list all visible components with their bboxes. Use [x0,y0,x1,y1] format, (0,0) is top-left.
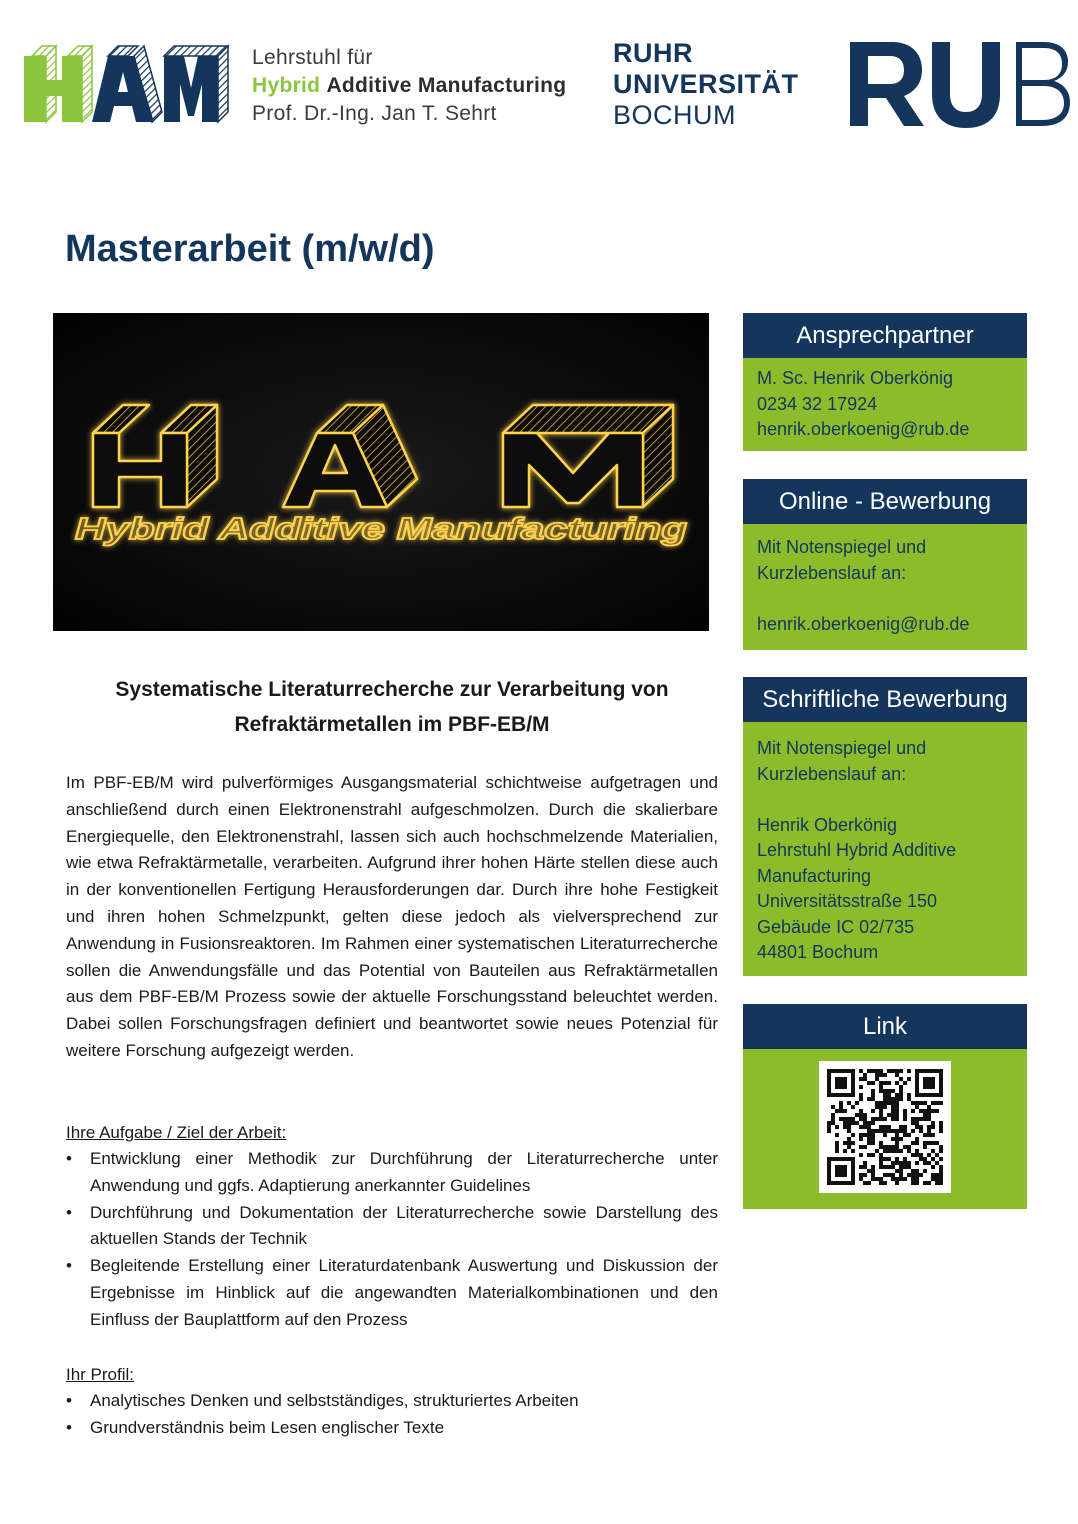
chair-am-words: Additive Manufacturing [326,74,567,97]
chair-professor: Prof. Dr.-Ing. Jan T. Sehrt [252,102,497,125]
address-line: Henrik Oberkönig [757,814,898,835]
chair-line-2 [252,72,566,100]
profile-heading: Ihr Profil: [66,1365,135,1384]
rub-logo [848,34,1072,134]
written-line-2: Kurzlebenslauf an: [757,763,907,784]
link-body [743,1049,1027,1209]
online-application-heading: Online - Bewerbung [743,479,1027,524]
list-item: • Durchführung und Dokumentation der Literaturrecherche sowie Darstellung des aktuellen Stands der Technik [66,1200,718,1254]
hero-caption: Hybrid Additive Manufacturing [75,511,688,546]
list-item: • Entwicklung einer Methodik zur Durchführung der Literaturrecherche unter Anwendung und ggfs. Adaptierung anerkannter Guidelines [66,1146,718,1200]
online-application-box [743,479,1027,650]
chair-line-1: Lehrstuhl für [252,46,373,69]
tasks-list [66,1146,718,1334]
address-line: Gebäude IC 02/735 [757,916,915,937]
written-line-1: Mit Notenspiegel und [757,738,927,758]
thesis-subtitle [66,672,718,742]
online-email-link[interactable]: henrik.oberkoenig@rub.de [757,613,970,634]
profile-list [66,1388,718,1442]
chair-hybrid-word: Hybrid [252,74,321,97]
written-application-heading: Schriftliche Bewerbung [743,677,1027,722]
online-application-body [743,524,1027,650]
uni-line-2: UNIVERSITÄT [613,69,799,99]
list-item: • Grundverständnis beim Lesen englischer Texte [66,1415,718,1442]
ham-logo [22,44,234,126]
contact-name: M. Sc. Henrik Oberkönig [757,368,954,388]
page-title: Masterarbeit (m/w/d) [65,228,435,270]
written-application-body [743,722,1027,976]
list-item: • Analytisches Denken und selbstständiges, strukturiertes Arbeiten [66,1388,718,1415]
contact-box [743,313,1027,451]
intro-paragraph: Im PBF-EB/M wird pulverförmiges Ausgangsmaterial schichtweise aufgetragen und anschließend durch einen Elektronenstrahl aufgeschmolzen. Durch die skalierbare Energiequelle, den Elektronenstrahl, lassen sich auch hochschmelzende Materialien, wie etwa Refraktärmetalle, verarbeiten. Aufgrund ihrer hohen Härte stellen diese auch in der konventionellen Fertigung Herausforderungen dar. Durch ihre hohe Festigkeit und ihren hohen Schmelzpunkt, gelten diese jedoch als vielversprechend zur Anwendung in Fusionsreaktoren. Im Rahmen einer systematischen Literaturrecherche sollen die Anwendungsfälle und das Potential von Bauteilen aus Refraktärmetallen aus dem PBF-EB/M Prozess sowie der aktuelle Forschungsstand beleuchtet werden. Dabei sollen Forschungsfragen definiert und beantwortet sowie neues Potenzial für weitere Forschung aufgezeigt werden. [66,773,718,1060]
ruhr-uni-wordmark [613,38,799,131]
list-item: • Begleitende Erstellung einer Literaturdatenbank Auswertung und Diskussion der Ergebnisse im Hinblick auf die angewandten Materialkombinationen und den Einfluss der Bauplattform auf den Prozess [66,1253,718,1333]
online-line-1: Mit Notenspiegel und [757,537,927,557]
contact-body [743,358,1027,451]
written-application-box [743,677,1027,976]
contact-heading: Ansprechpartner [743,313,1027,358]
online-line-2: Kurzlebenslauf an: [757,562,907,583]
address-line: Lehrstuhl Hybrid Additive [757,840,957,860]
uni-line-1: RUHR [613,38,693,68]
hero-image [53,313,709,631]
uni-line-3: BOCHUM [613,100,736,130]
chair-name [252,44,566,128]
thesis-subtitle-line-2: Refraktärmetallen im PBF-EB/M [234,713,550,736]
address-line: 44801 Bochum [757,942,879,962]
tasks-heading: Ihre Aufgabe / Ziel der Arbeit: [66,1123,287,1142]
qr-code-icon[interactable] [819,1061,951,1193]
address-line: Manufacturing [757,865,872,886]
contact-email-link[interactable]: henrik.oberkoenig@rub.de [757,419,970,439]
address-line: Universitätsstraße 150 [757,891,938,911]
contact-phone[interactable]: 0234 32 17924 [757,393,878,414]
link-heading: Link [743,1004,1027,1049]
thesis-subtitle-line-1: Systematische Literaturrecherche zur Verarbeitung von [115,678,669,701]
link-box [743,1004,1027,1209]
